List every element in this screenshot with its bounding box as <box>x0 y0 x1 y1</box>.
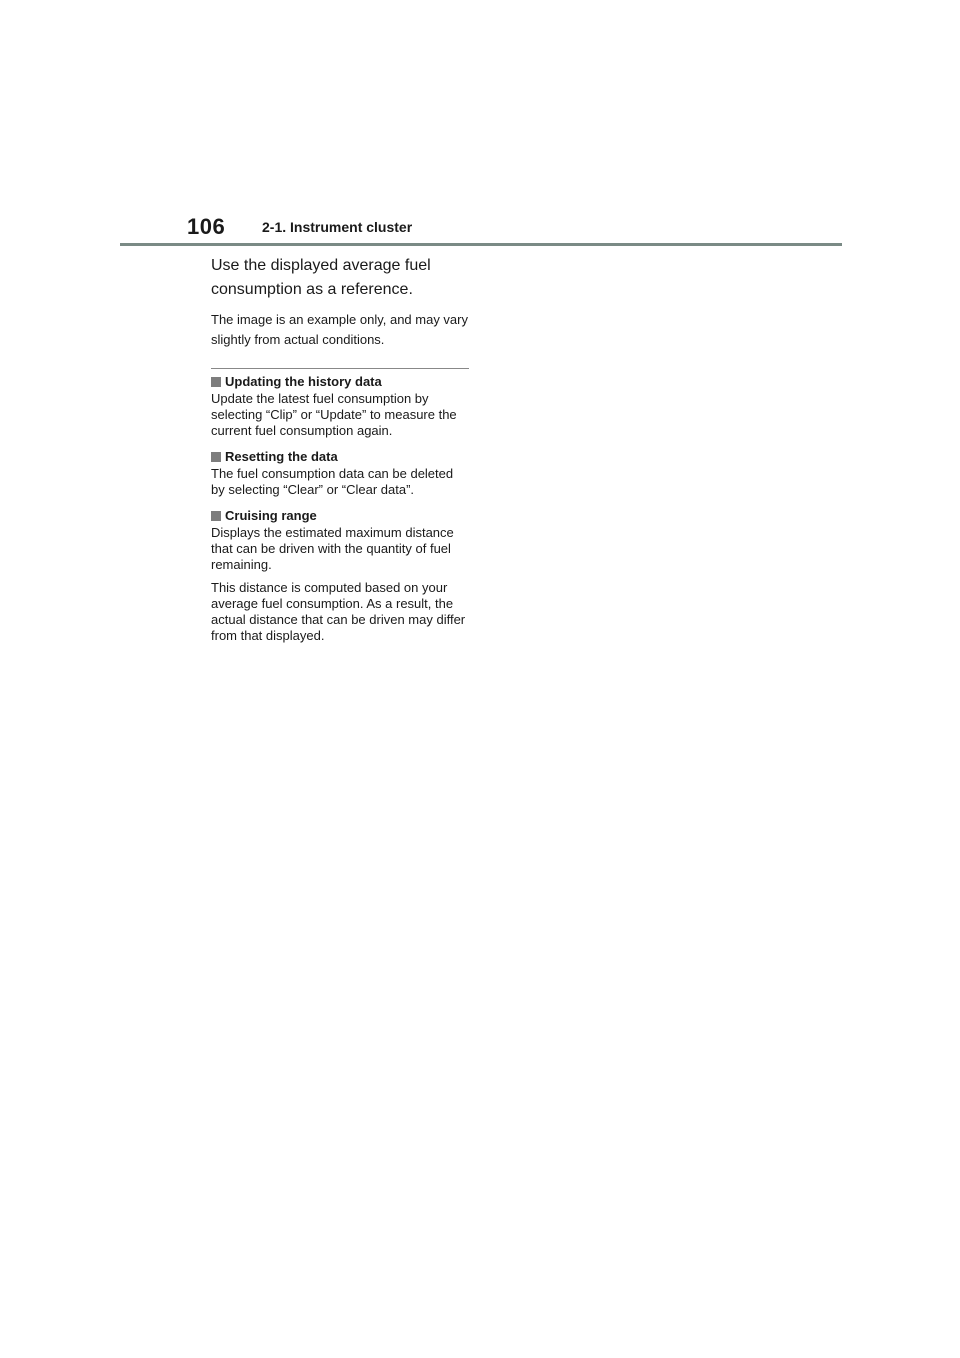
square-bullet-icon <box>211 511 221 521</box>
section-paragraph: Update the latest fuel consumption by selecting “Clip” or “Update” to measure the current fuel consumption again. <box>211 391 457 438</box>
section-heading-updating <box>211 373 469 390</box>
section-paragraph: Displays the estimated maximum distance that can be driven with the quantity of fuel remaining. <box>211 525 454 572</box>
lead-text: Use the displayed average fuel consumption as a reference. <box>211 257 431 298</box>
square-bullet-icon <box>211 377 221 387</box>
section-divider <box>211 368 469 369</box>
section-heading-resetting <box>211 448 469 465</box>
page-content <box>211 254 469 644</box>
note-text: The image is an example only, and may vary slightly from actual conditions. <box>211 312 468 347</box>
section-paragraph: The fuel consumption data can be deleted by selecting “Clear” or “Clear data”. <box>211 466 454 497</box>
section-heading-text: Cruising range <box>225 508 317 523</box>
section-paragraph: This distance is computed based on your average fuel consumption. As a result, the actual distance that can be driven may differ from that displayed. <box>211 580 466 643</box>
section-title: 2-1. Instrument cluster <box>262 219 413 235</box>
section-heading-text: Updating the history data <box>225 374 382 389</box>
section-heading-text: Resetting the data <box>225 449 338 464</box>
section-heading-cruising-range <box>211 507 469 524</box>
page-number: 106 <box>187 214 226 239</box>
square-bullet-icon <box>211 452 221 462</box>
header-rule <box>120 243 842 246</box>
